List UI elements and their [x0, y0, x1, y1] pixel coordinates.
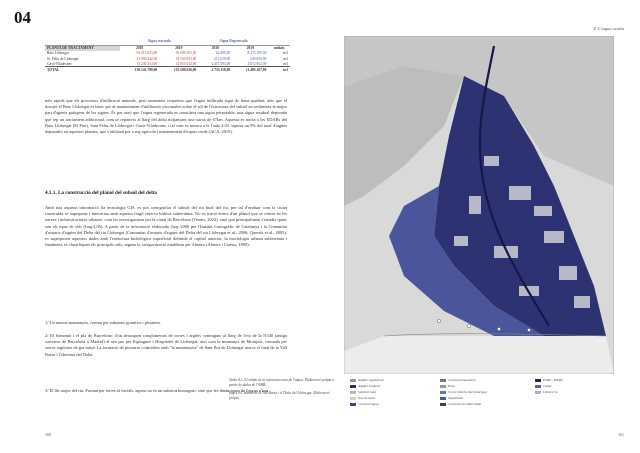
- running-header: 4. L'aigua oculta: [593, 26, 624, 31]
- chapter-number: 04: [14, 8, 31, 27]
- legend-label: ETAP - EDAR: [543, 378, 563, 382]
- legend-swatch: [535, 379, 541, 382]
- legend-swatch: [440, 379, 446, 382]
- caption-image: Img.4.04. Subsòl de la Vall Baixa i el Delta del Llobregat. Elaboració pròpia.: [229, 391, 330, 400]
- legend-label: Canal: [543, 384, 552, 388]
- water-treatment-table: [45, 38, 290, 73]
- legend-label: Curso històric del Llobregat: [448, 390, 487, 394]
- table-row: Baix Llobregat 94.915.623,00 92.089.161,00 62.885,00 8.172.185,00 m3: [47, 51, 288, 56]
- unit-header: unitats: [268, 45, 290, 51]
- table-total-row: TOTAL 130.141.799,00 125.509.636,00 2.733.118,00 11.485.187,00 m3: [47, 67, 288, 72]
- body-paragraph: 3/ El llit major del riu. Format per terres al·luvials, aquest no és un substrat homogeni, sinó que les dinàmiques de l'aigua n'han: [45, 388, 269, 393]
- legend-swatch: [440, 391, 446, 394]
- caption-table: Taula 4.3. El volum de la infraestructura de l'aigua. Elaboració pròpia a partir de dades de l'AMB.: [229, 378, 335, 387]
- legend-label: Construcció subterrània: [448, 402, 482, 406]
- table-row: St. Feliu de Llobregat 21.995.842,00 18.564.833,00 212.650,00 240.050,00 m3: [47, 56, 288, 61]
- legend-swatch: [440, 397, 446, 400]
- sea-area: [344, 336, 614, 374]
- legend-swatch: [350, 391, 356, 394]
- legend-label: Peu de mont: [358, 396, 375, 400]
- year-header: 2019: [159, 45, 198, 51]
- body-paragraph: 2/ El Samontà i el pla de Barcelona: d'on destaquen conglomerats de sorres i argiles continguts al llarg de l'eix de la N340 (antiga carretera de Barcelona a Madrid) al seu pas per Esplugues i Hospitalet de Llobregat, així com la muntanya de Montjuïc, formada per sorres argiloses de gra mitjà. La formació de pissarres coincideix amb "la muntanyeta" de Sant Boi de Llobregat marca el final de la Vall Baixa i l'obertura del Delta.: [45, 333, 287, 357]
- map-legend: [350, 378, 620, 408]
- legend-label: Pous: [448, 384, 455, 388]
- legend-swatch: [535, 391, 541, 394]
- legend-swatch: [350, 403, 356, 406]
- group-header-regenerated: Aigua Regenerada: [219, 38, 248, 43]
- legend-label: Llit del riu: [543, 390, 558, 394]
- year-header: 2018: [120, 45, 159, 51]
- body-paragraph: 1/ Un massís muntanyós, format per substrats granítics i pissarres.: [45, 320, 162, 325]
- year-header: 2019: [232, 45, 268, 51]
- year-header: 2018: [198, 45, 232, 51]
- legend-label: Aqüífer superficial: [358, 378, 384, 382]
- body-paragraph: Amb tota aquesta informació (la tecnologia GIS, es pot cartografiar el subsòl del riu final del riu, per tal d'avaluar com la ciutat construïda se superposa i interactua amb aquesta fràgil reserva hídrica subterrània. No es tracta doncs d'un plànol que se centra en les xarxes i infraestructures urbanes, com les investigacions per la ciutat de Barcelona (Vienes, 2022), sinó que principalment s'estudia quins són els tipus de sòls (Img.4.05). A partir de la informació elaborada l'any 2006 per l'Institut Cartogràfic de Catalunya i la Comunitat d'usuaris d'aigües del Delta del riu Llobregat (Comunitat d'usuaris d'aigües del Delta del riu Llobregat et al., 2006; Querals et al., 2005), es superposen aquestes dades amb l'estructura hidrològica superficial definida al capítol anterior, la morfologia urbana subterrània i finalment, es classifiquen els principals sòls, segons la categorització establerta per Almera (Almera i Comas, 1880):: [45, 205, 287, 248]
- legend-swatch: [350, 397, 356, 400]
- legend-label: Substrat mixt: [358, 390, 376, 394]
- section-title: 4.1.1. La construcció del plànol del subsòl del delta: [45, 190, 157, 196]
- legend-swatch: [535, 385, 541, 388]
- delta-subsoil-map: [344, 36, 614, 374]
- page-number-left: 160: [45, 432, 51, 437]
- page-number-right: 161: [618, 432, 624, 437]
- legend-swatch: [440, 403, 446, 406]
- figure-caption: [229, 378, 339, 401]
- legend-label: Aigualmoll: [448, 396, 464, 400]
- legend-swatch: [350, 379, 356, 382]
- legend-label: Cursos d'aigua: [358, 402, 379, 406]
- legend-label: Aqüífer profund: [358, 384, 380, 388]
- legend-swatch: [440, 385, 446, 388]
- body-paragraph: més ràpids que els processos d'infiltració naturals, però tanmateix requereix que l'aigua infiltrada sigui de bona qualitat, atès que el dossier el Baix Llobregat és bàsic per al manteniment d'infiltració s'acumulen sobre el sòl de l'estructura del subsòl en sediments la major part d'agents patògens de les aigües. És per això que l'aigua regenerada es considera una aigua pèrpotable, una aigua residual depurada que rep un tractament addicional, com se reparteix al llarg del delta mitjançant una xarxa de 67km. Aquesta es tracta a les EDARs del Baix Llobregat (El Prat), Sant Feliu de Llobregat i Gavà-Viladecans, i tal com es mostra a la Taula 4.03, suposa un 9% del total d'aigües depurades en aquestes plantes, que s'utilitzen per a reg agrícola i manteniment d'espais verds (ACA, 2019).: [45, 98, 287, 135]
- table-title-label: PLANTA DE TRACTAMENT: [45, 45, 120, 51]
- legend-label: Carbó petroquímica: [448, 378, 476, 382]
- legend-swatch: [350, 385, 356, 388]
- group-header-treated: Aigua tractada: [147, 38, 171, 43]
- table-row: Gavà-Viladecans 13.230.334,00 14.855.642,00 2.457.583,00 3.072.952,00 m3: [47, 61, 288, 66]
